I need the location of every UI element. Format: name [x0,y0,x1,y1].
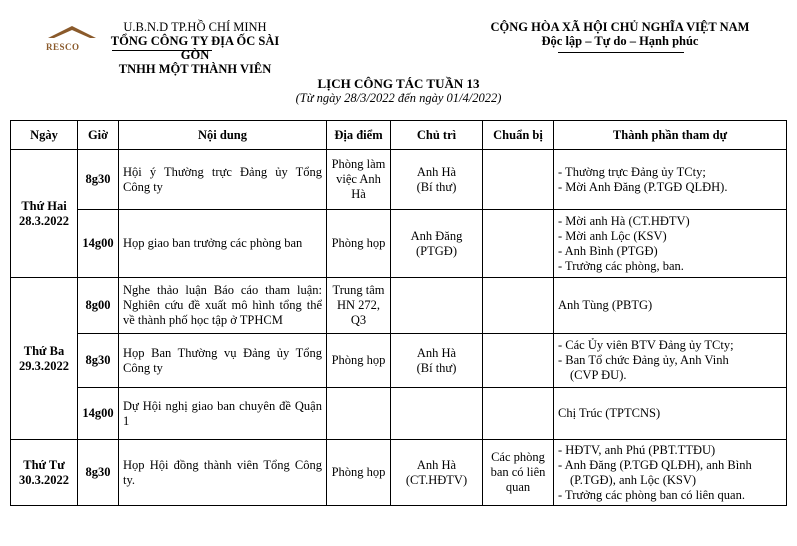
place-cell: Phòng làm việc Anh Hà [327,150,391,210]
chair-cell [391,334,483,388]
chair-name: Anh Hà [416,164,457,179]
col-header-time: Giờ [78,121,119,150]
nation-header [470,20,770,48]
chair-name: Anh Đăng [410,228,463,243]
motto-underline [558,52,684,53]
chair-cell [391,440,483,506]
attendee-line: Anh Tùng (PBTG) [558,298,653,312]
day-cell [11,278,78,440]
chair-role: (PTGĐ) [416,243,457,258]
content-cell: Hội ý Thường trực Đảng ủy Tổng Công ty [119,150,327,210]
attendee-line: - Anh Bình (PTGĐ) [558,243,658,258]
table-row [11,388,787,440]
content-cell: Họp Hội đồng thành viên Tổng Công ty. [119,440,327,506]
attendee-line: (P.TGĐ), anh Lộc (KSV) [570,472,697,487]
prep-cell [483,388,554,440]
table-header-row [11,121,787,150]
prep-cell [483,210,554,278]
time-cell: 8g00 [78,278,119,334]
attendee-line: - Trưởng các phòng, ban. [558,258,684,273]
col-header-attendees: Thành phần tham dự [554,121,787,150]
attendee-line: - Ban Tổ chức Đảng ủy, Anh Vinh [558,353,729,367]
table-row [11,210,787,278]
attendee-line: (CVP ĐU). [570,368,627,382]
prep-cell [483,278,554,334]
day-name: Thứ Hai [21,198,67,213]
content-cell: Họp giao ban trưởng các phòng ban [119,210,327,278]
attendee-line: - Các Ủy viên BTV Đảng ủy TCty; [558,338,734,352]
col-header-content: Nội dung [119,121,327,150]
time-cell: 8g30 [78,150,119,210]
content-cell: Họp Ban Thường vụ Đảng ủy Tổng Công ty [119,334,327,388]
page-title: LỊCH CÔNG TÁC TUẦN 13 [317,76,480,91]
schedule-table [10,120,787,506]
time-cell: 8g30 [78,440,119,506]
chair-role: (Bí thư) [416,360,457,375]
attendee-line: - HĐTV, anh Phú (PBT.TTĐU) [558,442,716,457]
prep-cell [483,150,554,210]
col-header-day: Ngày [11,121,78,150]
col-header-chair: Chủ trì [391,121,483,150]
time-cell: 14g00 [78,388,119,440]
attendee-line: Chị Trúc (TPTCNS) [558,406,661,420]
content-cell: Dự Hội nghị giao ban chuyên đề Quận 1 [119,388,327,440]
col-header-prep: Chuẩn bị [483,121,554,150]
day-date: 28.3.2022 [19,213,69,228]
table-row [11,440,787,506]
table-row [11,334,787,388]
attendees-cell [554,388,787,440]
table-row [11,278,787,334]
motto: Độc lập – Tự do – Hạnh phúc [541,34,699,48]
attendee-line: - Mời anh Hà (CT.HĐTV) [558,213,690,228]
day-name: Thứ Ba [23,343,65,358]
nation-name: CỘNG HÒA XÃ HỘI CHỦ NGHĨA VIỆT NAM [490,20,750,34]
chair-cell [391,150,483,210]
org-line-2: TỔNG CÔNG TY ĐỊA ỐC SÀI GÒN [110,34,280,62]
day-date: 29.3.2022 [19,358,69,373]
attendee-line: - Mời Anh Đăng (P.TGĐ QLĐH). [558,179,728,194]
attendees-cell [554,210,787,278]
organization-name [100,20,290,76]
attendees-cell [554,278,787,334]
chair-name: Anh Hà [416,345,457,360]
chair-role: (Bí thư) [416,179,457,194]
place-cell: Phòng họp [327,210,391,278]
time-cell: 14g00 [78,210,119,278]
day-date: 30.3.2022 [19,472,69,487]
chair-role: (CT.HĐTV) [405,472,468,487]
attendee-line: - Anh Đăng (P.TGĐ QLĐH), anh Bình [558,457,752,472]
logo-text: RESCO [46,42,80,52]
table-row [11,150,787,210]
attendee-line: - Thường trực Đảng ủy TCty; [558,164,706,179]
resco-logo [46,24,98,50]
chair-cell [391,210,483,278]
org-line-3: TNHH MỘT THÀNH VIÊN [118,62,272,76]
prep-cell: Các phòng ban có liên quan [483,440,554,506]
col-header-place: Địa điểm [327,121,391,150]
time-cell: 8g30 [78,334,119,388]
attendees-cell [554,334,787,388]
content-cell: Nghe thảo luận Báo cáo tham luận: Nghiên cứu đề xuất mô hình tổng thể về thành phố học tập ở TPHCM [119,278,327,334]
attendee-line: - Mời anh Lộc (KSV) [558,228,667,243]
attendees-cell [554,150,787,210]
chair-name: Anh Hà [416,457,457,472]
attendees-cell [554,440,787,506]
place-cell: Phòng họp [327,334,391,388]
org-underline [112,50,212,51]
place-cell: Phòng họp [327,440,391,506]
chair-cell [391,278,483,334]
place-cell [327,388,391,440]
place-cell: Trung tâm HN 272, Q3 [327,278,391,334]
chair-cell [391,388,483,440]
attendee-line: - Trưởng các phòng ban có liên quan. [558,487,745,502]
page-subtitle: (Từ ngày 28/3/2022 đến ngày 01/4/2022) [295,91,502,105]
org-line-1: U.B.N.D TP.HỒ CHÍ MINH [123,20,267,34]
day-cell [11,440,78,506]
prep-cell [483,334,554,388]
day-cell [11,150,78,278]
day-name: Thứ Tư [23,457,65,472]
